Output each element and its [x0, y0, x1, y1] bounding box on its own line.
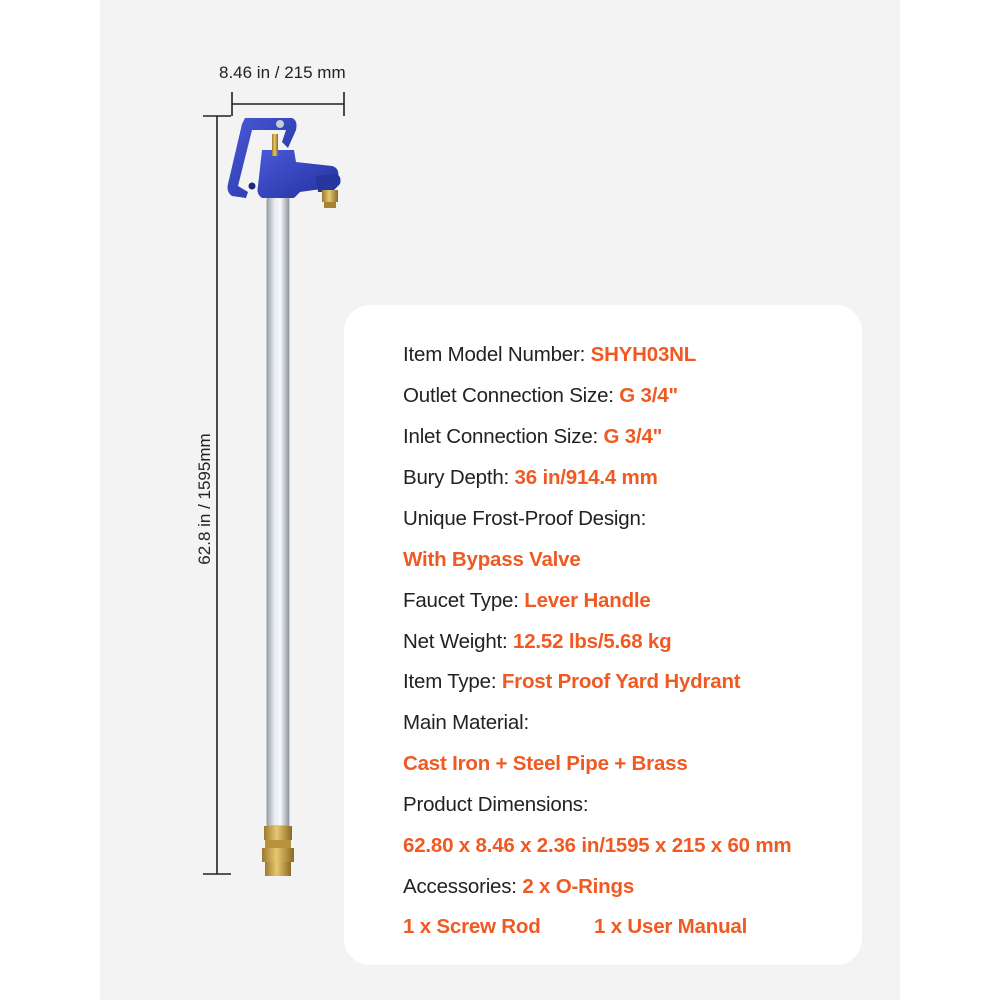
spec-dims-value-line	[403, 834, 791, 858]
width-dimension-label: 8.46 in / 215 mm	[219, 63, 346, 82]
spec-material-value: Cast Iron + Steel Pipe + Brass	[403, 752, 688, 775]
spec-material-value-line	[403, 752, 688, 776]
brass-outlet-nozzle	[322, 190, 338, 208]
spec-faucet-value: Lever Handle	[524, 589, 651, 612]
spec-type-value: Frost Proof Yard Hydrant	[501, 670, 741, 693]
hydrant-head	[228, 118, 341, 198]
spec-material	[403, 711, 529, 735]
spec-model-value: SHYH03NL	[590, 343, 697, 366]
spec-weight	[403, 630, 671, 654]
spec-weight-label: Net Weight:	[403, 630, 508, 653]
spec-accessories-label: Accessories:	[403, 875, 517, 898]
spec-accessories-line-3	[594, 915, 747, 939]
brass-inlet-fitting	[262, 826, 294, 876]
height-dimension-label: 62.8 in / 1595mm	[195, 433, 214, 565]
spec-outlet	[403, 384, 678, 408]
spec-outlet-value: G 3/4"	[619, 384, 678, 407]
spec-model-label: Item Model Number:	[403, 343, 586, 366]
spec-frost-value-line	[403, 548, 581, 572]
spec-accessories-value-3: 1 x User Manual	[594, 915, 748, 938]
spec-type	[403, 670, 740, 694]
spec-inlet-value: G 3/4"	[603, 425, 663, 448]
spec-model	[403, 343, 696, 367]
spec-accessories-value-1: 2 x O-Rings	[522, 875, 635, 898]
spec-inlet-label: Inlet Connection Size:	[403, 425, 599, 448]
spec-frost-label: Unique Frost-Proof Design:	[403, 507, 647, 530]
spec-faucet-label: Faucet Type:	[403, 589, 519, 612]
spec-frost	[403, 507, 646, 531]
spec-dims-value: 62.80 x 8.46 x 2.36 in/1595 x 215 x 60 mm	[403, 834, 792, 857]
spec-faucet	[403, 589, 651, 613]
steel-pipe	[267, 190, 289, 826]
spec-outlet-label: Outlet Connection Size:	[403, 384, 614, 407]
spec-dims	[403, 793, 588, 817]
spec-material-label: Main Material:	[403, 711, 529, 734]
spec-weight-value: 12.52 lbs/5.68 kg	[513, 630, 672, 653]
spec-bury-value: 36 in/914.4 mm	[514, 466, 658, 489]
spec-dims-label: Product Dimensions:	[403, 793, 589, 816]
spec-inlet	[403, 425, 662, 449]
spec-type-label: Item Type:	[403, 670, 497, 693]
spec-accessories-value-2: 1 x Screw Rod	[403, 915, 541, 938]
spec-bury	[403, 466, 658, 490]
spec-accessories	[403, 875, 634, 899]
spec-accessories-line-2	[403, 915, 541, 939]
width-dimension-line	[232, 92, 344, 116]
spec-bury-label: Bury Depth:	[403, 466, 510, 489]
spec-frost-value: With Bypass Valve	[403, 548, 581, 571]
